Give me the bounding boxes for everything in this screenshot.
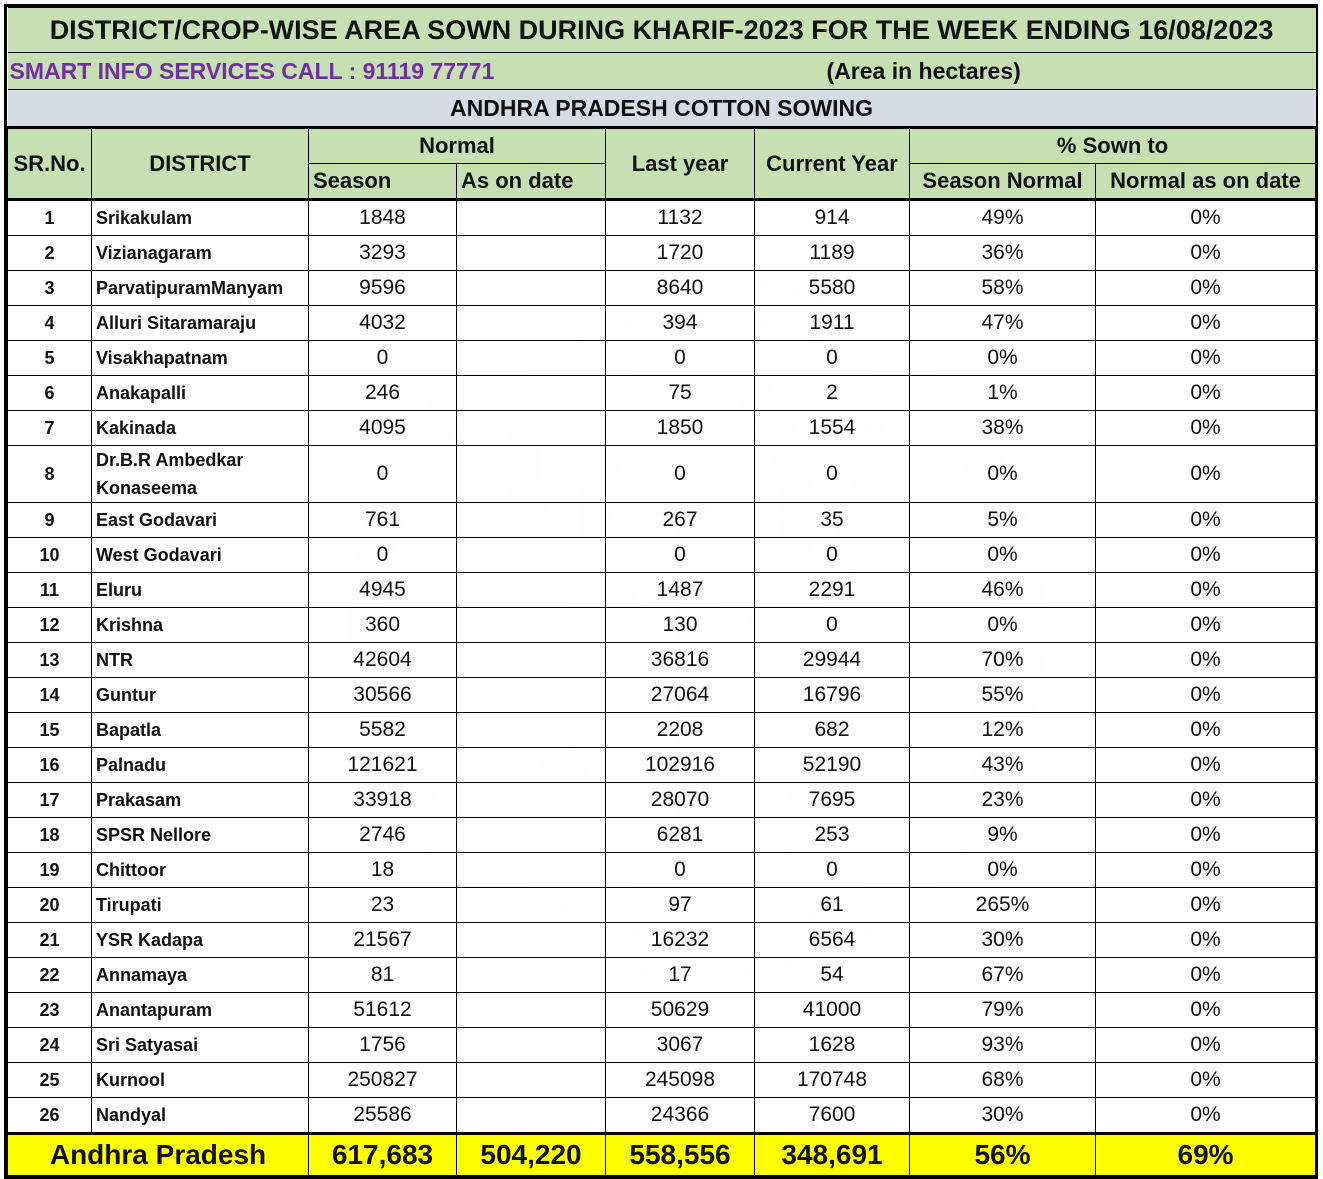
pct-season-normal-cell: 68%	[910, 1063, 1096, 1098]
last-year-cell: 50629	[606, 993, 755, 1028]
pct-season-normal-cell: 30%	[910, 1098, 1096, 1134]
normal-season-cell: 51612	[309, 993, 457, 1028]
normal-season-cell: 4095	[309, 411, 457, 446]
table-body	[8, 200, 1316, 1134]
normal-season-cell: 23	[309, 888, 457, 923]
table-row	[8, 538, 1316, 573]
normal-as-on-date-cell	[457, 538, 606, 573]
pct-normal-as-on-date-cell: 0%	[1096, 958, 1316, 993]
sr-no-cell: 3	[8, 271, 92, 306]
col-header-last-year: Last year	[606, 128, 755, 200]
last-year-cell: 102916	[606, 748, 755, 783]
pct-season-normal-cell: 46%	[910, 573, 1096, 608]
current-year-cell: 29944	[755, 643, 910, 678]
pct-normal-as-on-date-cell: 0%	[1096, 783, 1316, 818]
current-year-cell: 253	[755, 818, 910, 853]
last-year-cell: 24366	[606, 1098, 755, 1134]
pct-season-normal-cell: 5%	[910, 503, 1096, 538]
district-cell: Anantapuram	[92, 993, 309, 1028]
last-year-cell: 36816	[606, 643, 755, 678]
sr-no-cell: 7	[8, 411, 92, 446]
table-row	[8, 643, 1316, 678]
pct-normal-as-on-date-cell: 0%	[1096, 1028, 1316, 1063]
table-row	[8, 1028, 1316, 1063]
last-year-cell: 17	[606, 958, 755, 993]
normal-season-cell: 21567	[309, 923, 457, 958]
district-cell: Alluri Sitaramaraju	[92, 306, 309, 341]
sr-no-cell: 21	[8, 923, 92, 958]
current-year-cell: 7600	[755, 1098, 910, 1134]
current-year-cell: 7695	[755, 783, 910, 818]
pct-season-normal-cell: 23%	[910, 783, 1096, 818]
current-year-cell: 170748	[755, 1063, 910, 1098]
current-year-cell: 54	[755, 958, 910, 993]
sr-no-cell: 13	[8, 643, 92, 678]
current-year-cell: 2	[755, 376, 910, 411]
district-cell: Guntur	[92, 678, 309, 713]
normal-as-on-date-cell	[457, 923, 606, 958]
last-year-cell: 0	[606, 446, 755, 503]
district-cell: Nandyal	[92, 1098, 309, 1134]
sr-no-cell: 6	[8, 376, 92, 411]
normal-as-on-date-cell	[457, 958, 606, 993]
normal-season-cell: 0	[309, 446, 457, 503]
pct-season-normal-cell: 36%	[910, 236, 1096, 271]
district-cell: Vizianagaram	[92, 236, 309, 271]
report-title: DISTRICT/CROP-WISE AREA SOWN DURING KHARIF-2023 FOR THE WEEK ENDING 16/08/2023	[8, 8, 1316, 53]
district-cell: Sri Satyasai	[92, 1028, 309, 1063]
col-header-normal-season: Season	[309, 164, 457, 200]
col-header-sr-no: SR.No.	[8, 128, 92, 200]
normal-as-on-date-cell	[457, 643, 606, 678]
table-row	[8, 748, 1316, 783]
table-row	[8, 271, 1316, 306]
table-row	[8, 923, 1316, 958]
unit-note: (Area in hectares)	[755, 53, 1316, 90]
current-year-cell: 5580	[755, 271, 910, 306]
pct-season-normal-cell: 12%	[910, 713, 1096, 748]
last-year-cell: 97	[606, 888, 755, 923]
pct-normal-as-on-date-cell: 0%	[1096, 1063, 1316, 1098]
normal-season-cell: 4945	[309, 573, 457, 608]
pct-season-normal-cell: 0%	[910, 446, 1096, 503]
col-header-pct-season-normal: Season Normal	[910, 164, 1096, 200]
normal-as-on-date-cell	[457, 376, 606, 411]
current-year-cell: 0	[755, 446, 910, 503]
table-row	[8, 200, 1316, 236]
normal-season-cell: 5582	[309, 713, 457, 748]
last-year-cell: 1850	[606, 411, 755, 446]
report-subtitle: ANDHRA PRADESH COTTON SOWING	[8, 90, 1316, 128]
current-year-cell: 1628	[755, 1028, 910, 1063]
last-year-cell: 245098	[606, 1063, 755, 1098]
last-year-cell: 394	[606, 306, 755, 341]
sr-no-cell: 26	[8, 1098, 92, 1134]
normal-as-on-date-cell	[457, 888, 606, 923]
current-year-cell: 2291	[755, 573, 910, 608]
normal-season-cell: 18	[309, 853, 457, 888]
last-year-cell: 1720	[606, 236, 755, 271]
pct-normal-as-on-date-cell: 0%	[1096, 503, 1316, 538]
col-header-normal-as-on-date: As on date	[457, 164, 606, 200]
current-year-cell: 6564	[755, 923, 910, 958]
pct-season-normal-cell: 0%	[910, 853, 1096, 888]
pct-normal-as-on-date-cell: 0%	[1096, 853, 1316, 888]
normal-season-cell: 0	[309, 538, 457, 573]
normal-season-cell: 25586	[309, 1098, 457, 1134]
table-row	[8, 446, 1316, 503]
current-year-cell: 0	[755, 538, 910, 573]
normal-as-on-date-cell	[457, 678, 606, 713]
last-year-cell: 16232	[606, 923, 755, 958]
sr-no-cell: 9	[8, 503, 92, 538]
normal-as-on-date-cell	[457, 341, 606, 376]
current-year-cell: 914	[755, 200, 910, 236]
col-header-pct-normal-as-on-date: Normal as on date	[1096, 164, 1316, 200]
pct-normal-as-on-date-cell: 0%	[1096, 411, 1316, 446]
pct-normal-as-on-date-cell: 0%	[1096, 236, 1316, 271]
sr-no-cell: 14	[8, 678, 92, 713]
normal-as-on-date-cell	[457, 713, 606, 748]
district-cell: Visakhapatnam	[92, 341, 309, 376]
total-season: 617,683	[309, 1134, 457, 1176]
normal-season-cell: 4032	[309, 306, 457, 341]
normal-as-on-date-cell	[457, 200, 606, 236]
sr-no-cell: 12	[8, 608, 92, 643]
pct-normal-as-on-date-cell: 0%	[1096, 200, 1316, 236]
normal-season-cell: 761	[309, 503, 457, 538]
pct-normal-as-on-date-cell: 0%	[1096, 376, 1316, 411]
sr-no-cell: 20	[8, 888, 92, 923]
district-cell: Kakinada	[92, 411, 309, 446]
current-year-cell: 0	[755, 341, 910, 376]
pct-season-normal-cell: 55%	[910, 678, 1096, 713]
pct-normal-as-on-date-cell: 0%	[1096, 573, 1316, 608]
current-year-cell: 0	[755, 608, 910, 643]
pct-season-normal-cell: 47%	[910, 306, 1096, 341]
table-row	[8, 818, 1316, 853]
pct-season-normal-cell: 0%	[910, 341, 1096, 376]
normal-as-on-date-cell	[457, 1028, 606, 1063]
col-header-pct-sown-to: % Sown to	[910, 128, 1316, 164]
normal-as-on-date-cell	[457, 271, 606, 306]
pct-normal-as-on-date-cell: 0%	[1096, 818, 1316, 853]
pct-season-normal-cell: 58%	[910, 271, 1096, 306]
current-year-cell: 1189	[755, 236, 910, 271]
pct-season-normal-cell: 67%	[910, 958, 1096, 993]
normal-season-cell: 360	[309, 608, 457, 643]
table-row	[8, 853, 1316, 888]
sr-no-cell: 24	[8, 1028, 92, 1063]
district-cell: Bapatla	[92, 713, 309, 748]
last-year-cell: 2208	[606, 713, 755, 748]
normal-as-on-date-cell	[457, 853, 606, 888]
table-row	[8, 993, 1316, 1028]
current-year-cell: 35	[755, 503, 910, 538]
total-pct-date: 69%	[1096, 1134, 1316, 1176]
sr-no-cell: 19	[8, 853, 92, 888]
current-year-cell: 41000	[755, 993, 910, 1028]
normal-as-on-date-cell	[457, 446, 606, 503]
sr-no-cell: 2	[8, 236, 92, 271]
normal-season-cell: 81	[309, 958, 457, 993]
normal-as-on-date-cell	[457, 993, 606, 1028]
col-header-current-year: Current Year	[755, 128, 910, 200]
table-row	[8, 608, 1316, 643]
pct-season-normal-cell: 0%	[910, 608, 1096, 643]
district-cell: Palnadu	[92, 748, 309, 783]
pct-normal-as-on-date-cell: 0%	[1096, 608, 1316, 643]
current-year-cell: 61	[755, 888, 910, 923]
table-row	[8, 678, 1316, 713]
pct-normal-as-on-date-cell: 0%	[1096, 1098, 1316, 1134]
district-cell: Anakapalli	[92, 376, 309, 411]
pct-season-normal-cell: 1%	[910, 376, 1096, 411]
last-year-cell: 267	[606, 503, 755, 538]
sr-no-cell: 10	[8, 538, 92, 573]
sr-no-cell: 23	[8, 993, 92, 1028]
normal-as-on-date-cell	[457, 818, 606, 853]
pct-normal-as-on-date-cell: 0%	[1096, 748, 1316, 783]
current-year-cell: 16796	[755, 678, 910, 713]
table-row	[8, 503, 1316, 538]
normal-season-cell: 30566	[309, 678, 457, 713]
pct-season-normal-cell: 70%	[910, 643, 1096, 678]
table-row	[8, 888, 1316, 923]
district-cell: Annamaya	[92, 958, 309, 993]
normal-season-cell: 121621	[309, 748, 457, 783]
district-cell: NTR	[92, 643, 309, 678]
table-row	[8, 783, 1316, 818]
last-year-cell: 1132	[606, 200, 755, 236]
pct-normal-as-on-date-cell: 0%	[1096, 678, 1316, 713]
last-year-cell: 27064	[606, 678, 755, 713]
normal-season-cell: 9596	[309, 271, 457, 306]
sr-no-cell: 5	[8, 341, 92, 376]
current-year-cell: 0	[755, 853, 910, 888]
total-last-year: 558,556	[606, 1134, 755, 1176]
total-current-year: 348,691	[755, 1134, 910, 1176]
current-year-cell: 1911	[755, 306, 910, 341]
normal-season-cell: 2746	[309, 818, 457, 853]
table-row	[8, 713, 1316, 748]
district-cell: Prakasam	[92, 783, 309, 818]
last-year-cell: 0	[606, 538, 755, 573]
district-cell: Chittoor	[92, 853, 309, 888]
table-row	[8, 236, 1316, 271]
pct-season-normal-cell: 9%	[910, 818, 1096, 853]
table-row	[8, 958, 1316, 993]
normal-season-cell: 0	[309, 341, 457, 376]
helpline-text: SMART INFO SERVICES CALL : 91119 77771	[8, 53, 755, 90]
normal-as-on-date-cell	[457, 503, 606, 538]
pct-season-normal-cell: 265%	[910, 888, 1096, 923]
pct-normal-as-on-date-cell: 0%	[1096, 538, 1316, 573]
normal-as-on-date-cell	[457, 748, 606, 783]
last-year-cell: 130	[606, 608, 755, 643]
pct-season-normal-cell: 30%	[910, 923, 1096, 958]
district-cell: YSR Kadapa	[92, 923, 309, 958]
cotton-sowing-table	[7, 7, 1316, 1176]
normal-season-cell: 42604	[309, 643, 457, 678]
total-label: Andhra Pradesh	[8, 1134, 309, 1176]
pct-normal-as-on-date-cell: 0%	[1096, 993, 1316, 1028]
district-cell: East Godavari	[92, 503, 309, 538]
normal-season-cell: 3293	[309, 236, 457, 271]
pct-normal-as-on-date-cell: 0%	[1096, 446, 1316, 503]
district-cell: Eluru	[92, 573, 309, 608]
col-header-district: DISTRICT	[92, 128, 309, 200]
pct-normal-as-on-date-cell: 0%	[1096, 713, 1316, 748]
pct-normal-as-on-date-cell: 0%	[1096, 888, 1316, 923]
current-year-cell: 682	[755, 713, 910, 748]
sr-no-cell: 15	[8, 713, 92, 748]
current-year-cell: 1554	[755, 411, 910, 446]
normal-as-on-date-cell	[457, 1063, 606, 1098]
sr-no-cell: 4	[8, 306, 92, 341]
table-row	[8, 573, 1316, 608]
normal-season-cell: 33918	[309, 783, 457, 818]
total-row	[8, 1134, 1316, 1176]
district-cell: West Godavari	[92, 538, 309, 573]
last-year-cell: 6281	[606, 818, 755, 853]
pct-season-normal-cell: 38%	[910, 411, 1096, 446]
pct-season-normal-cell: 43%	[910, 748, 1096, 783]
total-pct-season: 56%	[910, 1134, 1096, 1176]
table-row	[8, 1098, 1316, 1134]
pct-normal-as-on-date-cell: 0%	[1096, 643, 1316, 678]
normal-season-cell: 246	[309, 376, 457, 411]
sr-no-cell: 1	[8, 200, 92, 236]
table-row	[8, 1063, 1316, 1098]
current-year-cell: 52190	[755, 748, 910, 783]
normal-as-on-date-cell	[457, 1098, 606, 1134]
report-sheet	[4, 4, 1318, 1179]
sr-no-cell: 25	[8, 1063, 92, 1098]
table-row	[8, 341, 1316, 376]
normal-as-on-date-cell	[457, 608, 606, 643]
last-year-cell: 3067	[606, 1028, 755, 1063]
sr-no-cell: 16	[8, 748, 92, 783]
pct-season-normal-cell: 79%	[910, 993, 1096, 1028]
table-row	[8, 306, 1316, 341]
sr-no-cell: 11	[8, 573, 92, 608]
table-row	[8, 411, 1316, 446]
district-cell: SPSR Nellore	[92, 818, 309, 853]
sr-no-cell: 17	[8, 783, 92, 818]
last-year-cell: 28070	[606, 783, 755, 818]
normal-as-on-date-cell	[457, 236, 606, 271]
normal-season-cell: 1756	[309, 1028, 457, 1063]
normal-as-on-date-cell	[457, 306, 606, 341]
pct-season-normal-cell: 93%	[910, 1028, 1096, 1063]
last-year-cell: 1487	[606, 573, 755, 608]
last-year-cell: 0	[606, 341, 755, 376]
sr-no-cell: 22	[8, 958, 92, 993]
district-cell: Tirupati	[92, 888, 309, 923]
pct-season-normal-cell: 0%	[910, 538, 1096, 573]
pct-normal-as-on-date-cell: 0%	[1096, 271, 1316, 306]
sr-no-cell: 18	[8, 818, 92, 853]
normal-season-cell: 1848	[309, 200, 457, 236]
district-cell: Dr.B.R Ambedkar Konaseema	[92, 446, 309, 503]
normal-as-on-date-cell	[457, 411, 606, 446]
total-as-on-date: 504,220	[457, 1134, 606, 1176]
last-year-cell: 8640	[606, 271, 755, 306]
district-cell: ParvatipuramManyam	[92, 271, 309, 306]
pct-normal-as-on-date-cell: 0%	[1096, 341, 1316, 376]
pct-normal-as-on-date-cell: 0%	[1096, 923, 1316, 958]
sr-no-cell: 8	[8, 446, 92, 503]
district-cell: Kurnool	[92, 1063, 309, 1098]
normal-as-on-date-cell	[457, 783, 606, 818]
district-cell: Krishna	[92, 608, 309, 643]
district-cell: Srikakulam	[92, 200, 309, 236]
normal-as-on-date-cell	[457, 573, 606, 608]
table-row	[8, 376, 1316, 411]
pct-season-normal-cell: 49%	[910, 200, 1096, 236]
normal-season-cell: 250827	[309, 1063, 457, 1098]
last-year-cell: 0	[606, 853, 755, 888]
last-year-cell: 75	[606, 376, 755, 411]
pct-normal-as-on-date-cell: 0%	[1096, 306, 1316, 341]
col-header-normal: Normal	[309, 128, 606, 164]
